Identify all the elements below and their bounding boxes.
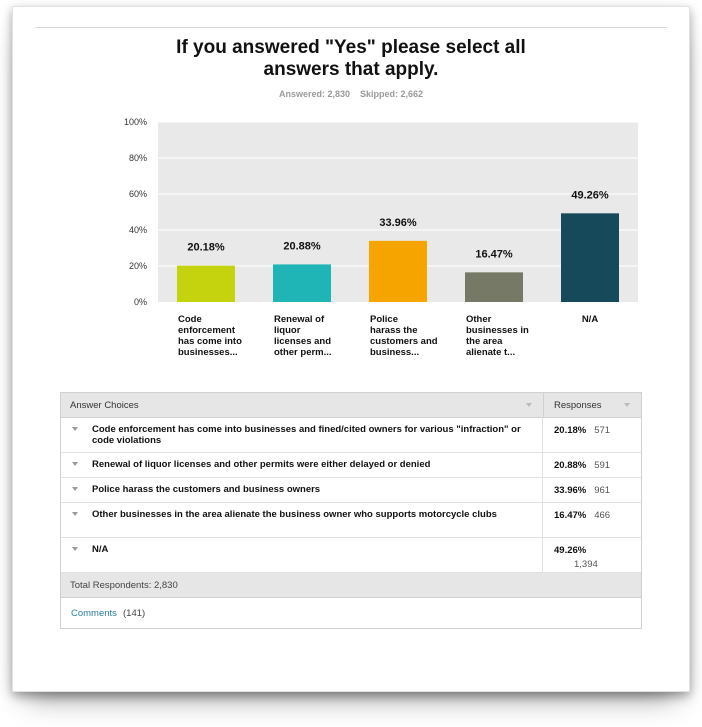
- response-count: 961: [594, 485, 611, 496]
- data-label: 33.96%: [379, 216, 417, 229]
- x-tick-label: enforcement: [178, 325, 236, 336]
- comments-count: (141): [123, 608, 146, 619]
- table-header: [61, 393, 641, 418]
- response-summary: [13, 89, 689, 99]
- expand-caret-icon[interactable]: [72, 512, 78, 516]
- response-percent: 49.26%: [554, 545, 587, 556]
- data-label: 49.26%: [571, 189, 609, 202]
- x-tick-label: N/A: [581, 314, 599, 325]
- expand-caret-icon[interactable]: [72, 547, 78, 551]
- response-percent: 33.96%: [554, 485, 587, 496]
- bar: [177, 266, 235, 302]
- x-tick-label: liquor: [274, 325, 301, 336]
- answer-choice-label: Code enforcement has come into businesses and fined/cited owners for various "infraction" or code violations: [92, 424, 521, 446]
- answer-choice-label: Other businesses in the area alienate the business owner who supports motorcycle clubs: [92, 509, 497, 520]
- x-tick-label: other perm...: [274, 347, 332, 358]
- x-tick-label: alienate t...: [466, 347, 516, 358]
- response-percent: 20.88%: [554, 460, 587, 471]
- x-tick-label: Police: [370, 314, 398, 325]
- table-row: [61, 478, 641, 503]
- bar: [465, 272, 523, 302]
- bar: [561, 213, 619, 302]
- answered-count: Answered: 2,830: [278, 89, 350, 99]
- y-tick-label: 80%: [128, 153, 147, 163]
- response-count: 571: [594, 425, 611, 436]
- x-tick-label: Code: [178, 314, 202, 325]
- x-tick-label: customers and: [370, 336, 438, 347]
- top-divider: [35, 27, 667, 28]
- response-count: 1,394: [574, 559, 598, 570]
- question-title-line-2: answers that apply.: [263, 59, 439, 80]
- comments-link[interactable]: Comments: [71, 608, 117, 619]
- sort-caret-icon[interactable]: [624, 403, 630, 407]
- data-label: 20.88%: [283, 240, 321, 253]
- skipped-count: Skipped: 2,662: [360, 89, 424, 99]
- header-responses-label: Responses: [554, 400, 602, 411]
- sort-caret-icon[interactable]: [526, 403, 532, 407]
- x-tick-label: business...: [370, 347, 420, 358]
- x-tick-label: licenses and: [274, 336, 332, 347]
- x-tick-label: Other: [466, 314, 492, 325]
- header-answer-choices-label: Answer Choices: [70, 400, 139, 411]
- y-tick-label: 0%: [133, 297, 147, 307]
- answer-choice-label: Police harass the customers and business owners: [92, 484, 321, 495]
- response-percent: 20.18%: [554, 425, 587, 436]
- data-label: 20.18%: [187, 241, 225, 254]
- y-tick-label: 60%: [128, 189, 147, 199]
- total-respondents: Total Respondents: 2,830: [70, 580, 178, 591]
- response-count: 591: [594, 460, 611, 471]
- expand-caret-icon[interactable]: [72, 462, 78, 466]
- x-tick-label: Renewal of: [274, 314, 325, 325]
- total-respondents-row: [61, 573, 641, 598]
- x-tick-label: businesses...: [178, 347, 238, 358]
- question-title: [13, 37, 689, 81]
- table-row: [61, 538, 641, 573]
- x-tick-label: the area: [466, 336, 503, 347]
- response-count: 466: [594, 510, 611, 521]
- y-tick-label: 100%: [123, 117, 147, 127]
- answer-choice-label: Renewal of liquor licenses and other permits were either delayed or denied: [92, 459, 431, 470]
- response-percent: 16.47%: [554, 510, 587, 521]
- x-tick-label: businesses in: [466, 325, 529, 336]
- y-tick-label: 20%: [128, 261, 147, 271]
- table-row: [61, 453, 641, 478]
- table-row: [61, 418, 641, 453]
- comments-row: [61, 598, 641, 628]
- bar: [369, 241, 427, 302]
- expand-caret-icon[interactable]: [72, 427, 78, 431]
- table-row: [61, 503, 641, 538]
- question-title-line-1: If you answered "Yes" please select all: [176, 37, 526, 58]
- question-card: [12, 6, 690, 692]
- y-tick-label: 40%: [128, 225, 147, 235]
- expand-caret-icon[interactable]: [72, 487, 78, 491]
- data-label: 16.47%: [475, 248, 513, 261]
- answer-choice-label: N/A: [92, 544, 109, 555]
- bar: [273, 264, 331, 302]
- x-tick-label: harass the: [370, 325, 418, 336]
- x-tick-label: has come into: [178, 336, 242, 347]
- bar-chart: [13, 112, 689, 372]
- header-answer-choices[interactable]: [61, 393, 544, 417]
- answer-table: [60, 392, 642, 629]
